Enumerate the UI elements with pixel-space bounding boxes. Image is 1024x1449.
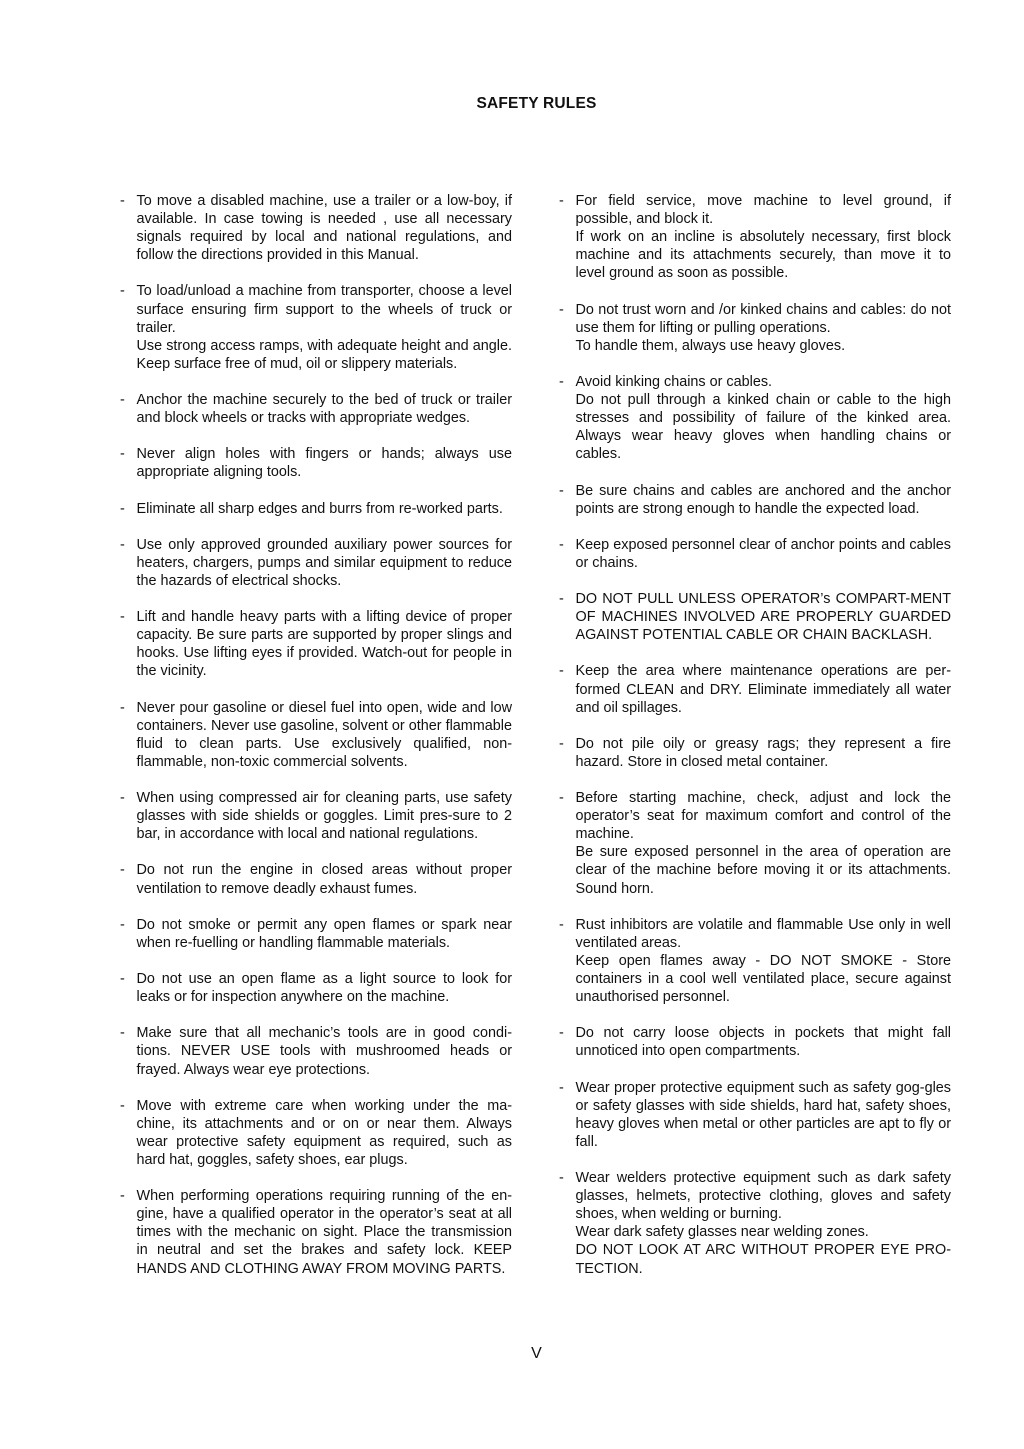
rule-text: Move with extreme care when working under the ma-chine, its attachments and or on or near them. Always wear protective safety equipment as required, such as hard hat, goggles, safety shoes, ear plugs. [136, 1097, 512, 1168]
rule-text: Do not pull through a kinked chain or cable to the high stresses and possibility of failure of the kinked area. Always wear heavy gloves when handling chains or cables. [575, 392, 951, 463]
safety-rule-item [120, 282, 512, 372]
rule-text: For field service, move machine to level ground, if possible, and block it. [575, 193, 951, 228]
rule-text: Keep the area where maintenance operations are per-formed CLEAN and DRY. Eliminate immediately all water and oil spillages. [575, 663, 951, 716]
rule-text: Use strong access ramps, with adequate height and angle. Keep surface free of mud, oil or slippery materials. [136, 337, 512, 372]
rule-text: Do not smoke or permit any open flames or spark near when re-fuelling or handling flammable materials. [136, 916, 512, 951]
page-title: SAFETY RULES [476, 95, 597, 112]
safety-rule-item [559, 590, 951, 644]
safety-rule-item [120, 536, 512, 590]
rule-text: Before starting machine, check, adjust and lock the operator’s seat for maximum comfort and control of the machine. [575, 790, 951, 843]
rule-text: If work on an incline is absolutely necessary, first block machine and its attachments securely, than move it to level ground as soon as possible. [575, 229, 951, 282]
rule-text: To handle them, always use heavy gloves. [575, 337, 846, 354]
safety-rule-item [120, 391, 512, 427]
rule-text: Never pour gasoline or diesel fuel into open, wide and low containers. Never use gasoline, solvent or other flammable fluid to clean parts. Use exclusively qualified, non-flammable, non-toxic commercial solvents. [136, 699, 512, 770]
rule-text: Keep open flames away - DO NOT SMOKE - Store containers in a cool well ventilated place, secure against unauthorised personnel. [575, 952, 951, 1006]
safety-rule-item [120, 916, 512, 952]
rule-text: Make sure that all mechanic’s tools are in good condi-tions. NEVER USE tools with mushroomed heads or frayed. Always wear eye protections. [136, 1025, 512, 1078]
bullet-dash: - [120, 1025, 125, 1042]
safety-rule-item [120, 1024, 512, 1078]
safety-rule-item [120, 861, 512, 897]
bullet-dash: - [559, 790, 564, 807]
safety-rule-item [120, 1187, 512, 1277]
bullet-dash: - [120, 392, 125, 409]
bullet-dash: - [120, 916, 125, 933]
bullet-dash: - [120, 790, 125, 807]
bullet-dash: - [559, 591, 564, 608]
bullet-dash: - [559, 301, 564, 318]
safety-rule-item [559, 1169, 951, 1278]
rule-text: Wear dark safety glasses near welding zones. [575, 1224, 869, 1241]
bullet-dash: - [559, 1079, 564, 1096]
safety-rule-item [559, 1024, 951, 1060]
safety-rule-item [559, 482, 951, 518]
rule-text: Avoid kinking chains or cables. [575, 373, 773, 390]
rule-text: DO NOT LOOK AT ARC WITHOUT PROPER EYE PRO-TECTION. [575, 1242, 951, 1277]
bullet-dash: - [559, 536, 564, 553]
safety-rule-item [559, 735, 951, 771]
rule-text: Do not trust worn and /or kinked chains and cables: do not use them for lifting or pulling operations. [575, 301, 951, 336]
safety-rule-item [120, 445, 512, 481]
rule-text: Do not use an open flame as a light source to look for leaks or for inspection anywhere on the machine. [136, 971, 512, 1006]
bullet-dash: - [120, 862, 125, 879]
rule-text: Rust inhibitors are volatile and flammable Use only in well ventilated areas. [575, 916, 951, 951]
bullet-dash: - [559, 1025, 564, 1042]
bullet-dash: - [120, 1188, 125, 1205]
bullet-dash: - [559, 193, 564, 209]
rule-text: Wear proper protective equipment such as safety gog-gles or safety glasses with side shields, hard hat, safety shoes, heavy gloves when metal or other particles are apt to fly or fall. [575, 1079, 951, 1150]
rule-text: Use only approved grounded auxiliary power sources for heaters, chargers, pumps and similar equipment to reduce the hazards of electrical shocks. [136, 536, 512, 589]
bullet-dash: - [559, 735, 564, 752]
rule-text: Anchor the machine securely to the bed of truck or trailer and block wheels or tracks with appropriate wedges. [136, 392, 512, 427]
rule-text: When using compressed air for cleaning parts, use safety glasses with side shields or goggles. Limit pres-sure to 2 bar, in accordance with local and national regulations. [136, 790, 512, 843]
rule-text: Do not pile oily or greasy rags; they represent a fire hazard. Store in closed metal container. [575, 735, 951, 770]
bullet-dash: - [559, 916, 564, 933]
rule-text: Do not carry loose objects in pockets that might fall unnoticed into open compartments. [575, 1025, 951, 1060]
right-column [559, 192, 951, 1296]
rule-text: Eliminate all sharp edges and burrs from re-worked parts. [136, 500, 503, 517]
bullet-dash: - [120, 500, 125, 517]
safety-rule-item [120, 500, 512, 518]
rule-text: Never align holes with fingers or hands; always use appropriate aligning tools. [136, 446, 512, 481]
rule-text: DO NOT PULL UNLESS OPERATOR’s COMPART-MENT OF MACHINES INVOLVED ARE PROPERLY GUARDED AGAINST POTENTIAL CABLE OR CHAIN BACKLASH. [575, 591, 951, 644]
rule-text: Keep exposed personnel clear of anchor points and cables or chains. [575, 536, 951, 571]
bullet-dash: - [559, 482, 564, 499]
safety-rule-item [559, 916, 951, 1006]
safety-rule-item [559, 1079, 951, 1151]
bullet-dash: - [120, 536, 125, 553]
safety-rule-item [120, 608, 512, 680]
bullet-dash: - [120, 193, 125, 209]
safety-rule-item [559, 662, 951, 716]
bullet-dash: - [559, 663, 564, 680]
safety-rule-item [120, 789, 512, 843]
safety-rule-item [559, 536, 951, 572]
bullet-dash: - [120, 283, 125, 300]
rule-text: Be sure chains and cables are anchored and the anchor points are strong enough to handle the expected load. [575, 482, 951, 517]
safety-rule-item [120, 1097, 512, 1169]
left-column [120, 192, 512, 1296]
safety-rule-item [559, 301, 951, 355]
rule-text: When performing operations requiring running of the en-gine, have a qualified operator in the operator’s seat at all times with the mechanic on sight. Place the transmission in neutral and set the brakes and safety lock. KEEP HANDS AND CLOTHING AWAY FROM MOVING PARTS. [136, 1188, 512, 1277]
rule-text: Wear welders protective equipment such as dark safety glasses, helmets, protective clothing, gloves and safety shoes, when welding or burning. [575, 1170, 951, 1223]
bullet-dash: - [120, 1097, 125, 1114]
bullet-dash: - [120, 446, 125, 463]
rule-text: Lift and handle heavy parts with a lifting device of proper capacity. Be sure parts are supported by proper slings and hooks. Use lifting eyes if provided. Watch-out for people in the vicinity. [136, 609, 512, 680]
safety-rule-item [120, 970, 512, 1006]
bullet-dash: - [559, 1170, 564, 1187]
safety-rule-item [120, 699, 512, 771]
bullet-dash: - [559, 373, 564, 390]
safety-rule-item [120, 192, 512, 264]
rule-text: To move a disabled machine, use a trailer or a low-boy, if available. In case towing is needed , use all necessary signals required by local and national regulations, and follow the directions provided in this Manual. [136, 193, 512, 264]
safety-rule-item [559, 789, 951, 898]
rule-text: Be sure exposed personnel in the area of operation are clear of the machine before moving it or its attachments. Sound horn. [575, 844, 951, 897]
bullet-dash: - [120, 699, 125, 716]
page-number: V [531, 1345, 542, 1362]
bullet-dash: - [120, 971, 125, 988]
safety-rule-item [559, 192, 951, 282]
rule-text: To load/unload a machine from transporter, choose a level surface ensuring firm support to the wheels of truck or trailer. [136, 283, 512, 336]
safety-rule-item [559, 373, 951, 463]
rule-text: Do not run the engine in closed areas without proper ventilation to remove deadly exhaust fumes. [136, 862, 512, 897]
bullet-dash: - [120, 609, 125, 626]
